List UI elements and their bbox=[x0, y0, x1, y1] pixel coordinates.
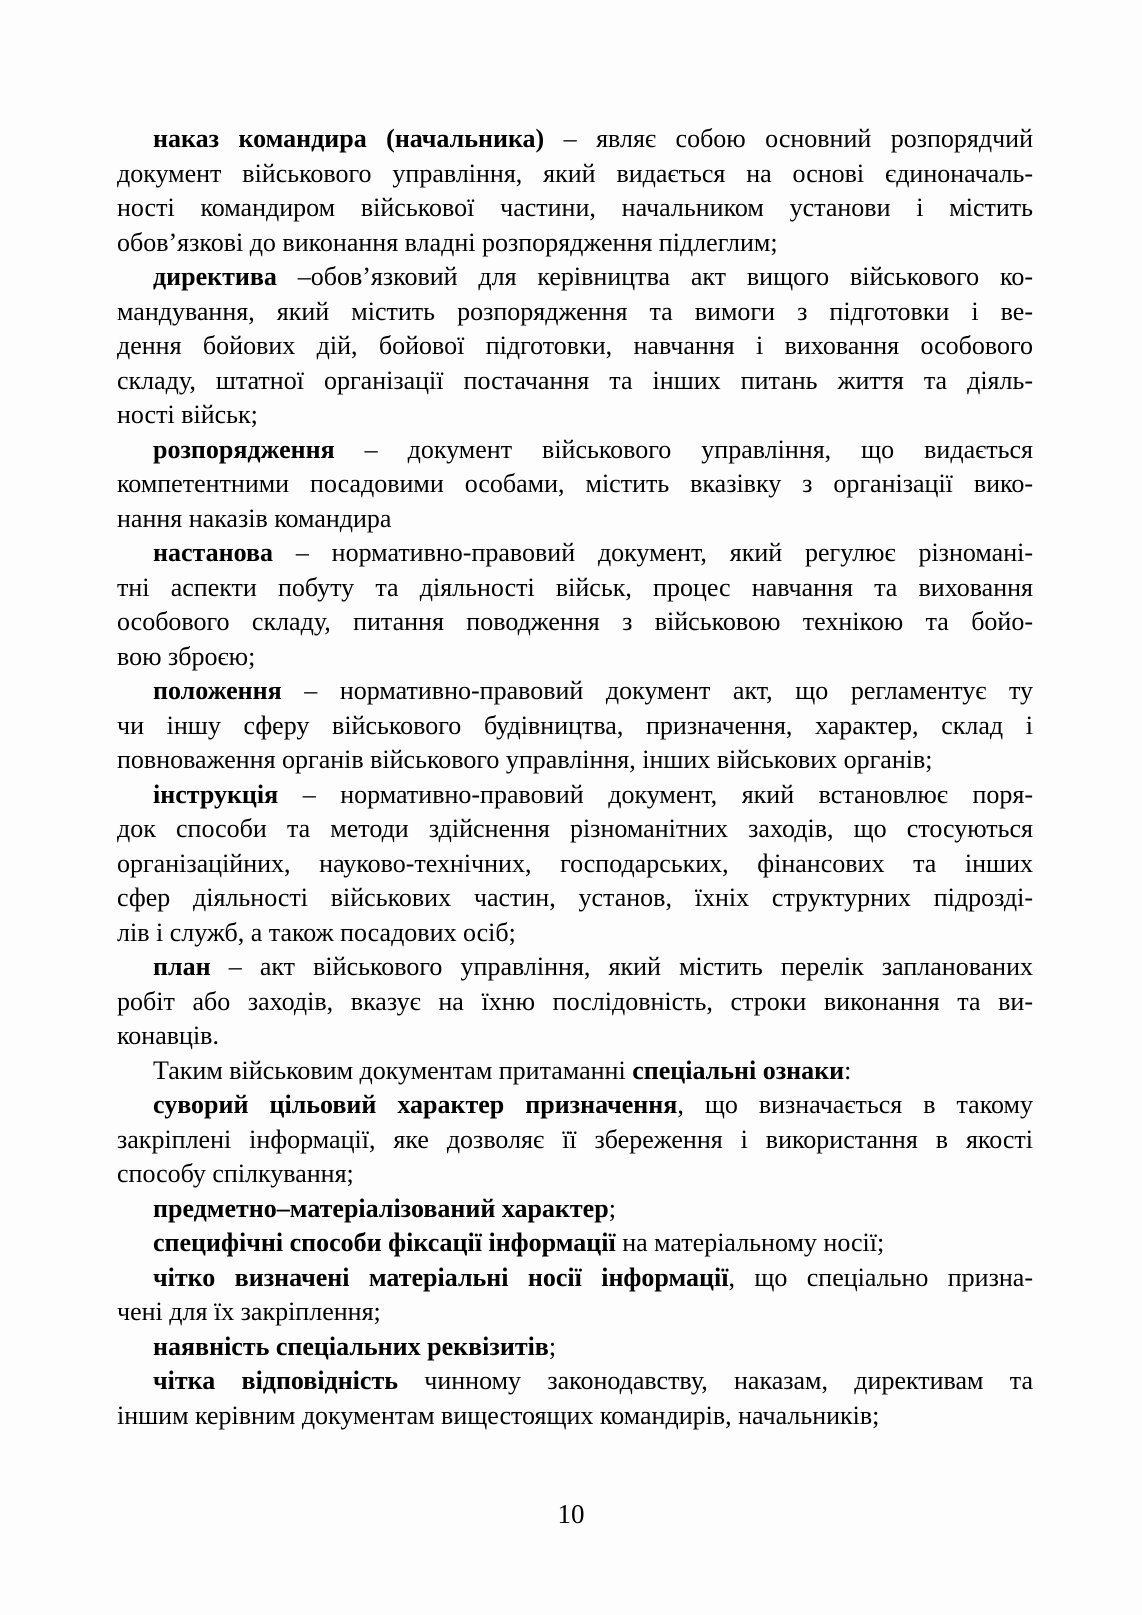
text-line bbox=[117, 502, 1033, 537]
text-line bbox=[117, 1157, 1033, 1192]
text-run: , що визначається в такому bbox=[677, 1090, 1033, 1119]
text-run: , що спеціально призна- bbox=[728, 1262, 1033, 1292]
text-line bbox=[117, 709, 1033, 744]
text-run: організаційних, науково-технічних, господарських, фінансових та інших bbox=[117, 848, 1033, 878]
text-run: вою зброєю; bbox=[117, 641, 256, 671]
text-line bbox=[117, 1330, 1033, 1365]
text-run: способу спілкування; bbox=[117, 1159, 354, 1188]
bold-term-run: положення bbox=[153, 676, 282, 705]
text-block bbox=[117, 122, 1033, 1433]
text-line bbox=[117, 157, 1033, 192]
text-run: ; bbox=[608, 1193, 616, 1223]
text-run: особового складу, питання поводження з військовою технікою та бойо- bbox=[117, 607, 1033, 636]
paragraph bbox=[117, 1226, 1033, 1261]
paragraph bbox=[117, 1330, 1033, 1365]
text-line bbox=[117, 1123, 1033, 1158]
text-run: чи іншу сферу військового будівництва, призначення, характер, склад і bbox=[117, 710, 1033, 740]
text-line bbox=[117, 122, 1033, 157]
text-line bbox=[117, 467, 1033, 502]
paragraph bbox=[117, 778, 1033, 951]
text-run: дення бойових дій, бойової підготовки, навчання і виховання особового bbox=[117, 331, 1033, 360]
text-run: – нормативно-правовий документ, який регулює різномані- bbox=[272, 538, 1033, 567]
text-line bbox=[117, 1019, 1033, 1054]
bold-term-run: предметно–матеріалізований характер bbox=[153, 1193, 609, 1223]
text-line bbox=[117, 1295, 1033, 1330]
text-run: робіт або заходів, вказує на їхню послідовність, строки виконання та ви- bbox=[117, 986, 1033, 1016]
text-run: док способи та методи здійснення різноманітних заходів, що стосуються bbox=[117, 814, 1033, 843]
text-run: ; bbox=[548, 1331, 557, 1361]
bold-term-run: настанова bbox=[153, 538, 273, 567]
paragraph bbox=[117, 1364, 1033, 1433]
text-line bbox=[117, 985, 1033, 1020]
text-line bbox=[117, 674, 1033, 709]
text-line bbox=[117, 1226, 1033, 1261]
text-line bbox=[117, 433, 1033, 468]
bold-term-run: чітка відповідність bbox=[153, 1366, 398, 1395]
text-run: повноваження органів військового управління, інших військових органів; bbox=[117, 745, 933, 774]
bold-term-run: наказ командира (начальника) bbox=[153, 124, 545, 153]
text-run: – являє собою основний розпорядчий bbox=[544, 124, 1034, 153]
text-run: ності командиром військової частини, начальником установи і містить bbox=[117, 193, 1033, 222]
text-line bbox=[117, 1192, 1033, 1227]
text-run: іншим керівним документам вищестоящих командирів, начальників; bbox=[117, 1400, 880, 1430]
text-run: – документ військового управління, що видається bbox=[334, 434, 1033, 464]
text-run: – нормативно-правовий документ акт, що регламентує ту bbox=[281, 676, 1033, 705]
text-line bbox=[117, 847, 1033, 882]
paragraph bbox=[117, 674, 1033, 778]
paragraph bbox=[117, 433, 1033, 537]
text-line bbox=[117, 950, 1033, 985]
bold-term-run: спеціальні ознаки bbox=[632, 1055, 845, 1085]
text-run: – акт військового управління, який містить перелік запланованих bbox=[210, 952, 1033, 981]
text-run: обов’язкові до виконання владні розпорядження підлеглим; bbox=[117, 227, 778, 257]
text-line bbox=[117, 1261, 1033, 1296]
text-line bbox=[117, 536, 1033, 571]
text-run: Таким військовим документам притаманні bbox=[153, 1055, 633, 1085]
paragraph bbox=[117, 1054, 1033, 1089]
text-run: ності військ; bbox=[117, 400, 258, 429]
paragraph bbox=[117, 122, 1033, 260]
bold-term-run: специфічні способи фіксації інформації bbox=[153, 1228, 616, 1257]
text-line bbox=[117, 1364, 1033, 1399]
text-line bbox=[117, 1088, 1033, 1123]
text-line bbox=[117, 398, 1033, 433]
text-run: нання наказів командира bbox=[117, 503, 392, 533]
paragraph bbox=[117, 536, 1033, 674]
text-run: на матеріальному носії; bbox=[615, 1228, 885, 1257]
text-run: тні аспекти побуту та діяльності військ, процес навчання та виховання bbox=[117, 572, 1033, 602]
bold-term-run: суворий цільовий характер призначення bbox=[153, 1090, 678, 1119]
text-run: лів і служб, а також посадових осіб; bbox=[117, 917, 516, 947]
text-line bbox=[117, 743, 1033, 778]
text-run: документ військового управління, який видається на основі єдиноначаль- bbox=[117, 158, 1033, 188]
bold-term-run: наявність спеціальних реквізитів bbox=[153, 1331, 549, 1361]
text-run: –обов’язковий для керівництва акт вищого військового ко- bbox=[276, 262, 1033, 291]
text-run: закріплені інформації, яке дозволяє її збереження і використання в якості bbox=[117, 1124, 1033, 1154]
bold-term-run: план bbox=[153, 952, 211, 981]
text-run: – нормативно-правовий документ, який встановлює поря- bbox=[278, 779, 1033, 809]
text-run: конавців. bbox=[117, 1021, 219, 1050]
text-line bbox=[117, 640, 1033, 675]
text-line bbox=[117, 1054, 1033, 1089]
text-line bbox=[117, 812, 1033, 847]
text-line bbox=[117, 916, 1033, 951]
text-run: чинному законодавству, наказам, директивам та bbox=[397, 1366, 1033, 1395]
page-number: 10 bbox=[557, 1499, 585, 1529]
text-run: складу, штатної організації постачання та інших питань життя та діяль- bbox=[117, 365, 1033, 395]
paragraph bbox=[117, 1192, 1033, 1227]
paragraph bbox=[117, 950, 1033, 1054]
text-line bbox=[117, 295, 1033, 330]
paragraph bbox=[117, 1261, 1033, 1330]
page-footer bbox=[0, 1497, 1142, 1531]
text-line bbox=[117, 1399, 1033, 1434]
paragraph bbox=[117, 260, 1033, 433]
bold-term-run: інструкція bbox=[153, 779, 279, 809]
paragraph bbox=[117, 1088, 1033, 1192]
text-line bbox=[117, 364, 1033, 399]
text-run: компетентними посадовими особами, містить вказівку з організації вико- bbox=[117, 469, 1033, 498]
text-line bbox=[117, 571, 1033, 606]
text-line bbox=[117, 226, 1033, 261]
text-line bbox=[117, 778, 1033, 813]
bold-term-run: розпорядження bbox=[153, 434, 335, 464]
bold-term-run: чітко визначені матеріальні носії інформації bbox=[153, 1262, 729, 1292]
text-run: сфер діяльності військових частин, установ, їхніх структурних підрозді- bbox=[117, 883, 1033, 912]
text-line bbox=[117, 191, 1033, 226]
text-line bbox=[117, 881, 1033, 916]
text-line bbox=[117, 329, 1033, 364]
bold-term-run: директива bbox=[153, 262, 277, 291]
text-line bbox=[117, 605, 1033, 640]
text-line bbox=[117, 260, 1033, 295]
text-run: мандування, який містить розпорядження та вимоги з підготовки і ве- bbox=[117, 296, 1033, 326]
text-run: : bbox=[844, 1055, 852, 1085]
text-run: чені для їх закріплення; bbox=[117, 1297, 381, 1326]
